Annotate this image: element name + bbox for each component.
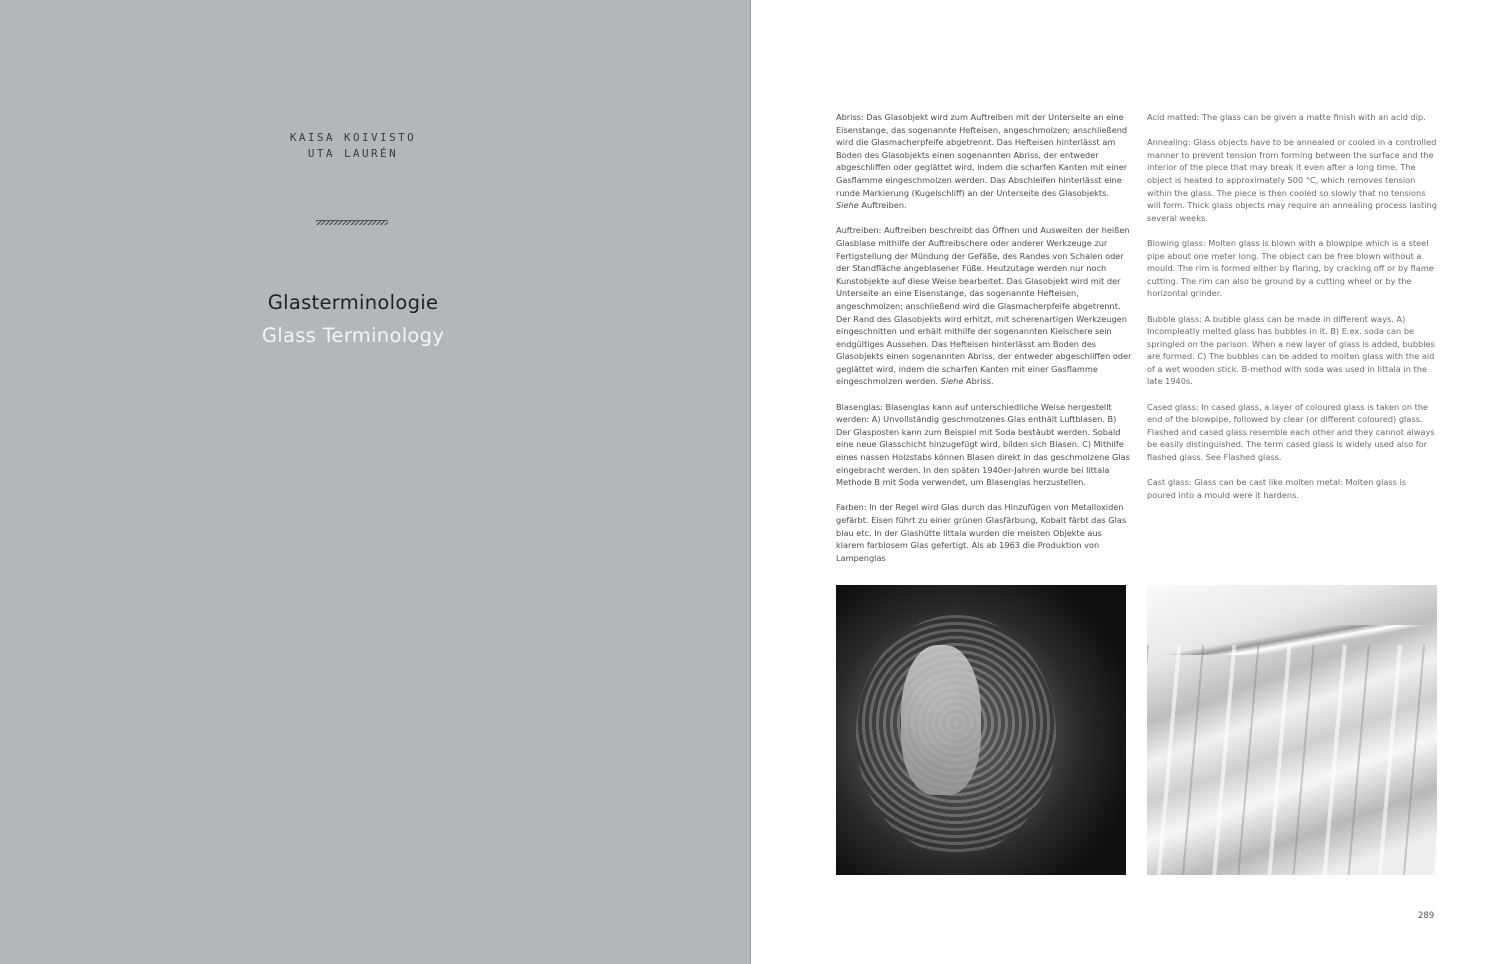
ornament-divider	[316, 220, 388, 225]
entry-text: Auftreiben beschreibt das Öffnen und Ausweiten der heißen Glasblase mithilfe der Auftreibschere oder anderer Werkzeuge zur Fertigstellung der Mündung der Gefäße, des Randes von Schalen oder der Standfläche angeblasener Füße. Heutzutage werden nur noch Kunstobjekte auf diese Weise bearbeitet. Das Glasobjekt wird mit der Unterseite an eine Eisenstange, das sogenannte Hefteisen, angeschmolzen; anschließend wird die Glasmacherpfeife abgetrennt. Der Rand des Glasobjekts wird erhitzt, mit scherenartigen Werkzeugen eingeschnitten und erhält mithilfe der sogenannten Kielschere sein endgültiges Aussehen. Das Hefteisen hinterlässt am Boden des Glasobjekts einen sogenannten Abriss, der entweder abgeschliffen oder geglättet wird, indem die scharfen Kanten mit einer Gasflamme eingeschmolzen werden.	[836, 225, 1132, 387]
entry-see: Siehe	[836, 200, 859, 211]
entry-term: Annealing:	[1147, 137, 1191, 148]
glossary-entry	[836, 401, 1132, 489]
entry-text: In cased glass, a layer of coloured glass is taken on the end of the blowpipe, followed by clear (or different coloured) glass. Flashed and cased glass resemble each other and they cannot always be easily distinguished. The term cased glass is widely used also for flashed glass. See Flashed glass.	[1147, 401, 1435, 463]
title-english: Glass Terminology	[261, 324, 445, 347]
entry-text: In der Regel wird Glas durch das Hinzufügen von Metalloxiden gefärbt. Eisen führt zu einer grünen Glasfärbung, Kobalt färbt das Glas blau etc. In der Glashütte Iittala wurden die meisten Objekte aus klarem farblosem Glas gefertigt. Als ab 1963 die Produktion von Lampenglas	[836, 502, 1127, 563]
photo-relief-face	[836, 585, 1126, 875]
glossary-entry	[1147, 401, 1437, 464]
entry-text: A bubble glass can be made in different ways. A) Incompleatly melted glass has bubbles in it. B) E.ex. soda can be springled on the parison. When a new layer of glass is added, bubbles are formed. C) The bubbles can be added to molten glass with the aid of a wet wooden stick. B-method with soda was used in Iittala in the late 1940s.	[1147, 313, 1435, 387]
glossary-entry	[1147, 237, 1437, 300]
author-name: KAISA KOIVISTO	[289, 131, 417, 144]
title-german: Glasterminologie	[267, 291, 439, 314]
entry-term: Cased glass:	[1147, 401, 1199, 412]
glossary-entry	[836, 111, 1132, 212]
entry-ref: Auftreiben.	[858, 200, 907, 211]
entry-term: Cast glass:	[1147, 477, 1192, 488]
entry-term: Blasenglas:	[836, 401, 883, 412]
entry-term: Auftreiben:	[836, 225, 882, 236]
german-column	[836, 111, 1132, 577]
page-number: 289	[1418, 911, 1435, 921]
entry-term: Bubble glass:	[1147, 313, 1202, 324]
entry-see: Siehe	[940, 376, 964, 387]
entry-text: The glass can be given a matte finish with an acid dip.	[1199, 112, 1426, 122]
glossary-entry	[1147, 313, 1437, 389]
photo-crystal-vase	[1147, 585, 1437, 875]
english-column	[1147, 111, 1437, 514]
entry-text: Blasenglas kann auf unterschiedliche Weise hergestellt werden: A) Unvollständig geschmolzenes Glas enthält Luftblasen. B) Der Glasposten kann zum Beispiel mit Soda bestäubt werden. Sobald eine neue Glasschicht hinzugefügt wird, bilden sich Blasen. C) Mithilfe eines nassen Holzstabs können Blasen direkt in das geschmolzene Glas eingebracht werden. In den späten 1940er-Jahren wurde bei Iittala Methode B mit Soda verwendet, um Blasenglas herzustellen.	[836, 401, 1130, 488]
entry-text: Glass can be cast like molten metal: Molten glass is poured into a mould were it hardens.	[1147, 477, 1407, 500]
glossary-entry	[1147, 111, 1437, 124]
entry-ref: Abriss.	[963, 376, 994, 387]
glossary-entry	[1147, 136, 1437, 224]
entry-text: Glass objects have to be annealed or cooled in a controlled manner to prevent tension from forming between the surface and the interior of the piece that may break it even after a long time. The object is heated to approximately 500 °C, which removes tension within the glass. The piece is then cooled so slowly that no tensions will form. Thick glass objects may require an annealing process lasting several weeks.	[1147, 137, 1437, 223]
entry-term: Farben:	[836, 502, 867, 513]
entry-term: Blowing glass:	[1147, 237, 1206, 248]
author-name: UTA LAURÉN	[307, 147, 399, 160]
glossary-entry	[836, 501, 1132, 564]
entry-term: Acid matted:	[1147, 112, 1200, 122]
authors	[0, 130, 706, 162]
glossary-entry	[1147, 476, 1437, 501]
entry-text: Molten glass is blown with a blowpipe which is a steel pipe about one meter long. The object can be free blown without a mould. The rim is formed either by flaring, by cracking off or by flame cutting. The rim can also be ground by a cutting wheel or by the horizontal grinder.	[1147, 237, 1434, 299]
entry-term: Abriss:	[836, 112, 864, 122]
glossary-entry	[836, 224, 1132, 388]
entry-text: Das Glasobjekt wird zum Auftreiben mit der Unterseite an eine Eisenstange, das sogenannte Hefteisen, angeschmolzen; anschließend wird die Glasmacherpfeife abgetrennt. Das Hefteisen hinterlässt am Boden des Glasobjekts einen sogenannten Abriss, der entweder abgeschliffen oder geglättet wird, indem die scharfen Kanten mit einer Gasflamme eingeschmolzen werden. Das Abschleifen hinterlässt eine runde Markierung (Kugelschliff) an der Unterseite des Glasobjekts.	[836, 112, 1128, 198]
